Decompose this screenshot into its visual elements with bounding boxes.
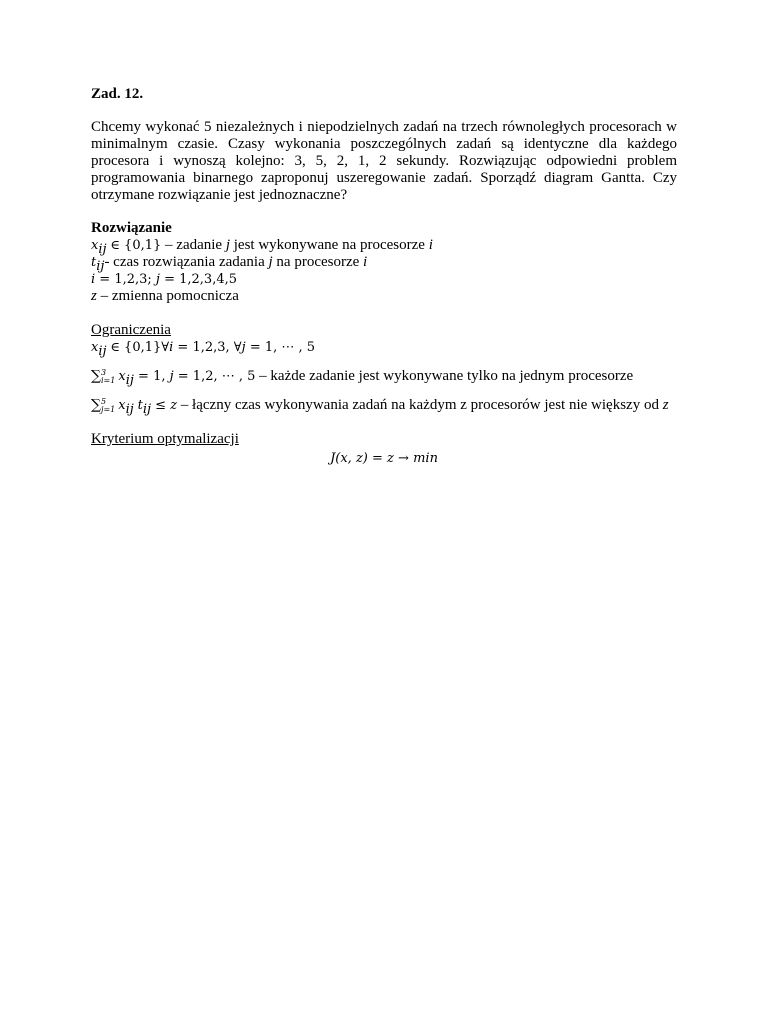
capacity-desc: – łączny czas wykonywania zadań na każdym z procesorów jest nie większy od bbox=[177, 397, 663, 413]
sum2-upper: 5 bbox=[101, 396, 107, 406]
var-x-subscript: ij bbox=[98, 242, 107, 257]
var-t-i: i bbox=[363, 254, 368, 270]
index-i-values: = 1,2,3; bbox=[95, 272, 156, 287]
solution-heading: Rozwiązanie bbox=[91, 220, 172, 236]
constraint-binary bbox=[91, 339, 677, 359]
binary-rest-b: = 1,2,3, ∀ bbox=[173, 340, 242, 355]
binary-rest-c: = 1, ⋯ , 5 bbox=[245, 340, 316, 355]
formula-J: J bbox=[330, 451, 336, 466]
formula-args: (x, z) bbox=[335, 451, 368, 466]
var-x-symbol: x bbox=[91, 238, 99, 253]
sum-limits-2 bbox=[101, 398, 115, 414]
sum-symbol-1: ∑ bbox=[91, 368, 101, 384]
assign-x-subscript: ij bbox=[125, 373, 134, 388]
capacity-t-subscript: ij bbox=[142, 402, 152, 417]
var-z-definition bbox=[91, 288, 677, 305]
formula-z: z bbox=[387, 451, 394, 466]
assign-desc: – każde zadanie jest wykonywane tylko na jednym procesorze bbox=[255, 368, 634, 384]
capacity-x-subscript: ij bbox=[125, 402, 134, 417]
constraint-assignment bbox=[91, 367, 677, 388]
var-t-symbol: t bbox=[91, 255, 97, 270]
binary-j: j bbox=[241, 340, 246, 355]
var-x-set: ∈ {0,1} bbox=[110, 238, 162, 253]
formula-min: min bbox=[413, 451, 438, 466]
capacity-t-symbol: t bbox=[137, 398, 143, 413]
formula-eq: = bbox=[367, 451, 388, 466]
sum1-lower: i=1 bbox=[101, 375, 116, 385]
criterion-heading: Kryterium optymalizacji bbox=[91, 431, 239, 447]
formula-arrow: → bbox=[393, 451, 414, 466]
var-t-subscript: ij bbox=[96, 259, 105, 274]
assign-j-values: = 1,2, ⋯ , 5 bbox=[173, 369, 256, 384]
sum1-upper: 3 bbox=[101, 367, 107, 377]
assign-eq: = 1, bbox=[133, 369, 170, 384]
task-title: Zad. 12. bbox=[91, 86, 144, 102]
capacity-z2: z bbox=[662, 397, 669, 413]
sum-limits-1 bbox=[101, 369, 115, 385]
var-x-definition bbox=[91, 237, 677, 257]
constraint-capacity bbox=[91, 396, 677, 417]
capacity-z: z bbox=[170, 398, 178, 413]
var-z-symbol: z bbox=[91, 288, 97, 304]
task-description: Chcemy wykonać 5 niezależnych i niepodzielnych zadań na trzech równoległych procesorach w minimalnym czasie. Czasy wykonania poszczególnych zadań są identyczne dla każdego procesora i wynoszą kolejno: 3, 5, 2, 1, 2 sekundy. Rozwiązując odpowiedni problem programowania binarnego zaproponuj uszeregowanie zadań. Sporządź diagram Gantta. Czy otrzymane rozwiązanie jest jednoznaczne? bbox=[91, 119, 677, 203]
binary-i: i bbox=[169, 340, 174, 355]
var-t-desc-mid: na procesorze bbox=[272, 254, 364, 270]
var-x-i: i bbox=[428, 237, 433, 253]
binary-rest-a: ∈ {0,1}∀ bbox=[110, 340, 170, 355]
criterion-formula bbox=[91, 450, 677, 467]
index-j-values: = 1,2,3,4,5 bbox=[159, 272, 237, 287]
var-z-desc: – zmienna pomocnicza bbox=[96, 288, 239, 304]
var-x-j: j bbox=[225, 237, 231, 253]
var-x-desc-mid: jest wykonywane na procesorze bbox=[230, 237, 429, 253]
constraints-heading: Ograniczenia bbox=[91, 322, 171, 338]
sum-symbol-2: ∑ bbox=[91, 397, 101, 413]
index-i: i bbox=[91, 272, 96, 287]
assign-x-symbol: x bbox=[118, 369, 126, 384]
index-j: j bbox=[155, 272, 160, 287]
binary-x-symbol: x bbox=[91, 340, 99, 355]
var-t-desc-pre: - czas rozwiązania zadania bbox=[104, 254, 269, 270]
assign-j: j bbox=[169, 369, 174, 384]
var-x-desc-pre: – zadanie bbox=[161, 237, 226, 253]
var-t-j: j bbox=[268, 254, 273, 270]
sum2-lower: j=1 bbox=[101, 404, 116, 414]
index-ranges bbox=[91, 271, 677, 288]
capacity-x-symbol: x bbox=[118, 398, 126, 413]
var-t-definition bbox=[91, 254, 677, 274]
binary-x-subscript: ij bbox=[98, 344, 107, 359]
capacity-le: ≤ bbox=[151, 398, 171, 413]
